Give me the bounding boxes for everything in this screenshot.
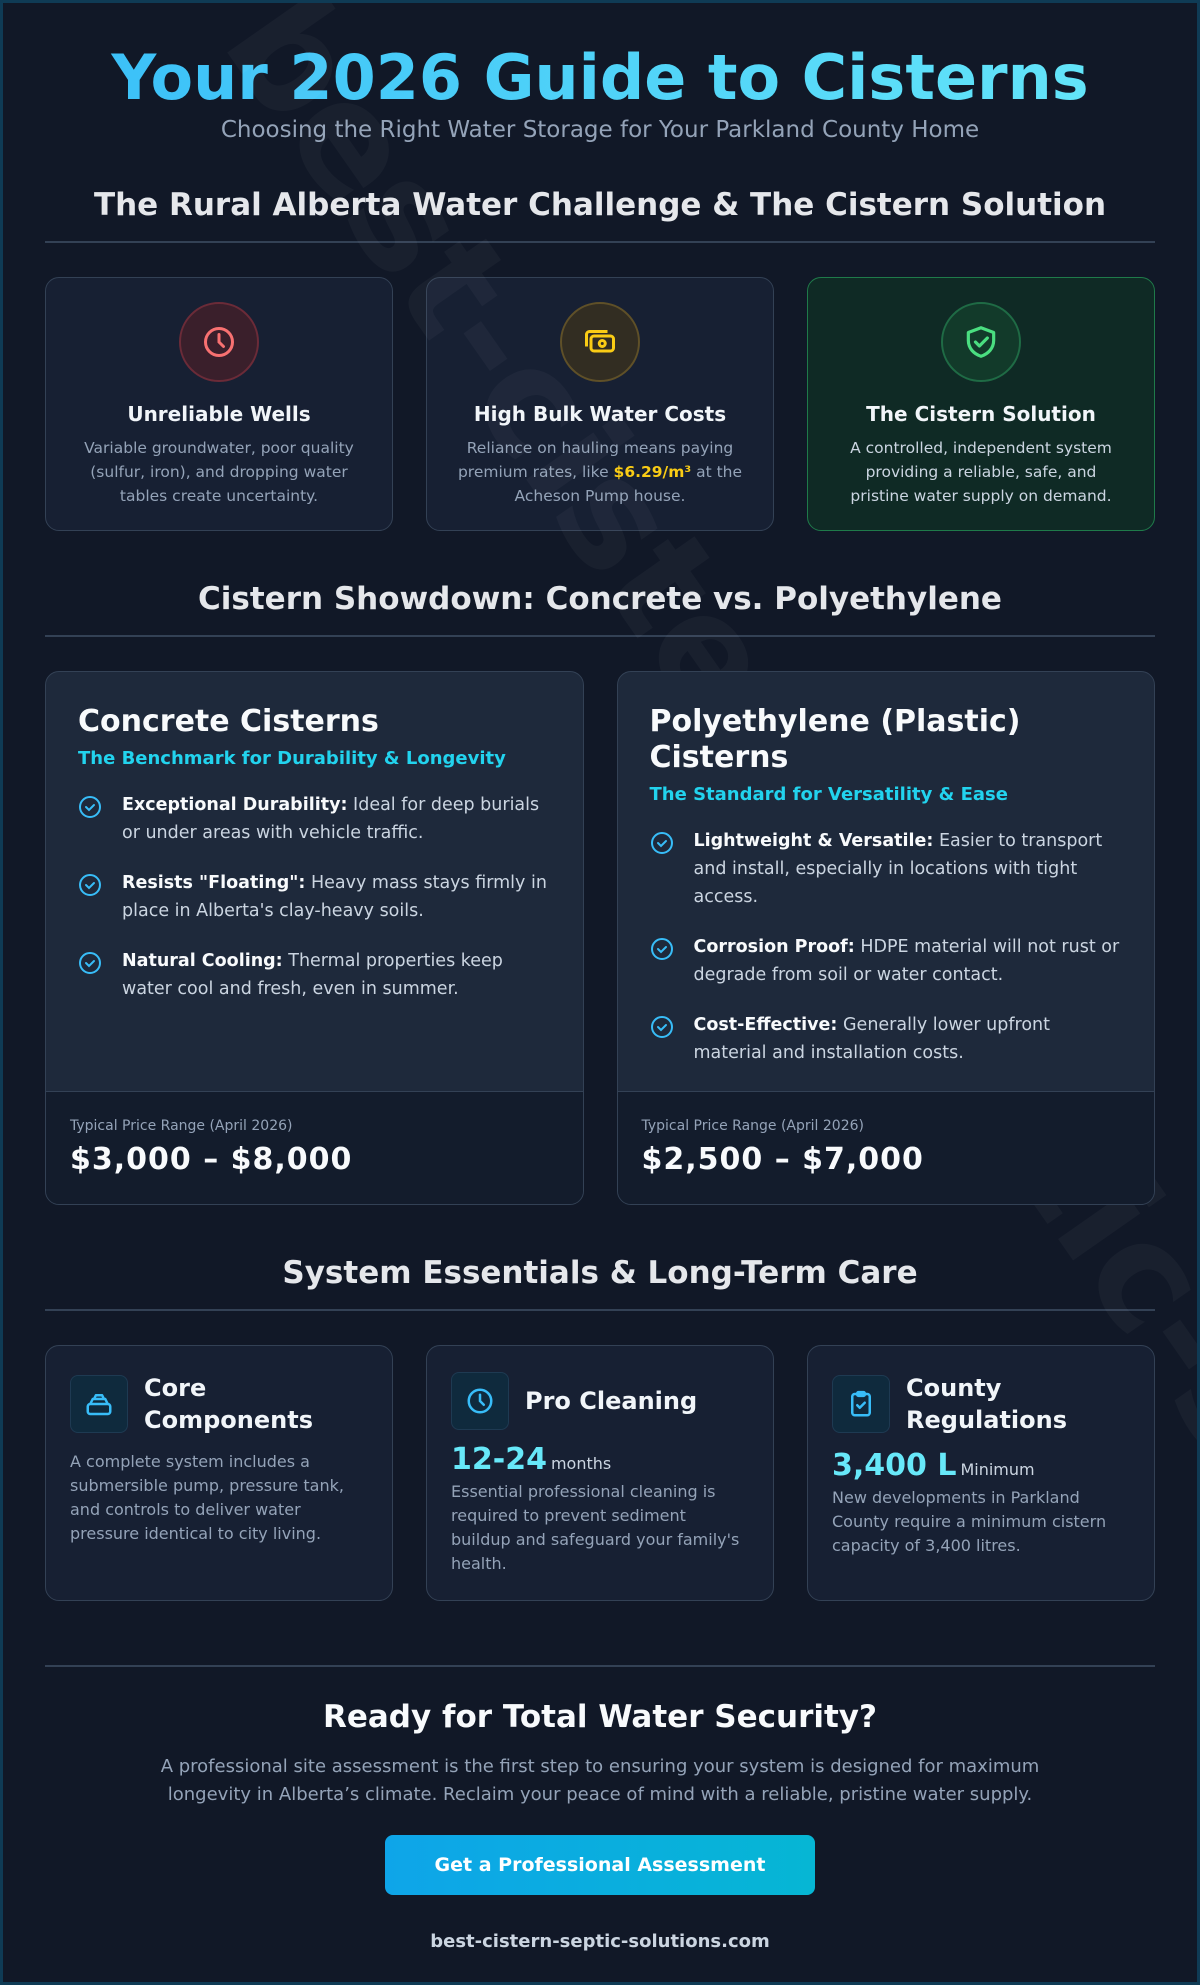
card-title: High Bulk Water Costs xyxy=(473,402,727,426)
check-circle-icon xyxy=(78,951,102,975)
money-icon xyxy=(560,302,640,382)
card-title: Unreliable Wells xyxy=(127,402,311,426)
pro-cleaning-card xyxy=(426,1345,774,1601)
challenge-section xyxy=(3,187,1197,531)
card-text: A controlled, independent system providing a reliable, safe, and pristine water supply on demand. xyxy=(850,439,1112,505)
feature-item: Exceptional Durability: Ideal for deep burials or under areas with vehicle traffic. xyxy=(78,791,551,847)
price-range: $2,500 – $7,000 xyxy=(641,1142,924,1177)
card-text: Variable groundwater, poor quality (sulfur, iron), and dropping water tables create uncertainty. xyxy=(84,439,354,505)
clipboard-check-icon xyxy=(832,1375,890,1433)
card-subtitle: The Benchmark for Durability & Longevity xyxy=(78,748,506,769)
header xyxy=(3,3,1197,143)
card-title: Polyethylene (Plastic) Cisterns xyxy=(649,704,1021,775)
stat-value: 12-24 xyxy=(451,1442,547,1477)
layers-icon xyxy=(70,1375,128,1433)
price-label: Typical Price Range (April 2026) xyxy=(641,1118,864,1134)
check-circle-icon xyxy=(650,937,674,961)
check-circle-icon xyxy=(650,1015,674,1039)
divider xyxy=(45,241,1155,243)
cta-title: Ready for Total Water Security? xyxy=(322,1699,877,1735)
page-title: Your 2026 Guide to Cisterns xyxy=(3,45,1197,111)
problem-card-costs xyxy=(426,277,774,531)
feature-item: Cost-Effective: Generally lower upfront material and installation costs. xyxy=(650,1011,1123,1067)
problem-card-wells xyxy=(45,277,393,531)
cta-text: A professional site assessment is the first step to ensuring your system is designed for maximum longevity in Alberta’s climate. Reclaim your peace of mind with a reliable, pristine water supply. xyxy=(160,1756,1040,1805)
card-title: Concrete Cisterns xyxy=(78,704,379,739)
check-circle-icon xyxy=(650,831,674,855)
section-title: The Rural Alberta Water Challenge & The Cistern Solution xyxy=(93,187,1107,223)
card-text: Essential professional cleaning is required to prevent sediment buildup and safeguard your family's health. xyxy=(451,1482,740,1573)
stat-unit: months xyxy=(550,1454,612,1473)
divider xyxy=(45,1665,1155,1667)
feature-item: Lightweight & Versatile: Easier to transport and install, especially in locations with tight access. xyxy=(650,827,1123,911)
essentials-section xyxy=(3,1255,1197,1601)
card-text: Reliance on hauling means paying premium rates, like $6.29/m³ at the Acheson Pump house. xyxy=(457,439,743,505)
feature-item: Resists "Floating": Heavy mass stays firmly in place in Alberta's clay-heavy soils. xyxy=(78,869,551,925)
section-title: Cistern Showdown: Concrete vs. Polyethylene xyxy=(198,581,1002,617)
check-circle-icon xyxy=(78,795,102,819)
price-footer xyxy=(46,1091,583,1204)
section-title: System Essentials & Long-Term Care xyxy=(282,1255,918,1291)
card-title: The Cistern Solution xyxy=(866,402,1096,426)
clock-icon xyxy=(451,1372,509,1430)
stat-value: 3,400 L xyxy=(832,1448,957,1483)
stat xyxy=(451,1444,749,1480)
card-title: Core Components xyxy=(144,1374,313,1434)
get-assessment-button[interactable]: Get a Professional Assessment xyxy=(385,1835,815,1895)
card-title: Pro Cleaning xyxy=(525,1387,698,1415)
stat-unit: Minimum xyxy=(960,1460,1035,1479)
feature-item: Natural Cooling: Thermal properties keep water cool and fresh, even in summer. xyxy=(78,947,551,1003)
showdown-section xyxy=(3,581,1197,1205)
page-subtitle: Choosing the Right Water Storage for Your Parkland County Home xyxy=(220,117,980,143)
card-text: New developments in Parkland County require a minimum cistern capacity of 3,400 litres. xyxy=(832,1488,1107,1555)
county-regulations-card xyxy=(807,1345,1155,1601)
price-highlight: $6.29/m³ xyxy=(613,463,692,481)
card-subtitle: The Standard for Versatility & Ease xyxy=(649,784,1008,805)
stat xyxy=(832,1450,1130,1486)
feature-item: Corrosion Proof: HDPE material will not rust or degrade from soil or water contact. xyxy=(650,933,1123,989)
card-text: A complete system includes a submersible pump, pressure tank, and controls to deliver water pressure identical to city living. xyxy=(70,1452,344,1543)
cta-section xyxy=(3,1699,1197,1952)
card-title: County Regulations xyxy=(906,1374,1068,1434)
website-link[interactable]: best-cistern-septic-solutions.com xyxy=(430,1931,770,1952)
shield-check-icon xyxy=(941,302,1021,382)
price-range: $3,000 – $8,000 xyxy=(70,1142,353,1177)
divider xyxy=(45,1309,1155,1311)
price-footer xyxy=(618,1091,1155,1204)
solution-card xyxy=(807,277,1155,531)
divider xyxy=(45,635,1155,637)
check-circle-icon xyxy=(78,873,102,897)
concrete-card xyxy=(45,671,584,1205)
polyethylene-card xyxy=(617,671,1156,1205)
core-components-card xyxy=(45,1345,393,1601)
price-label: Typical Price Range (April 2026) xyxy=(70,1118,293,1134)
clock-icon xyxy=(179,302,259,382)
